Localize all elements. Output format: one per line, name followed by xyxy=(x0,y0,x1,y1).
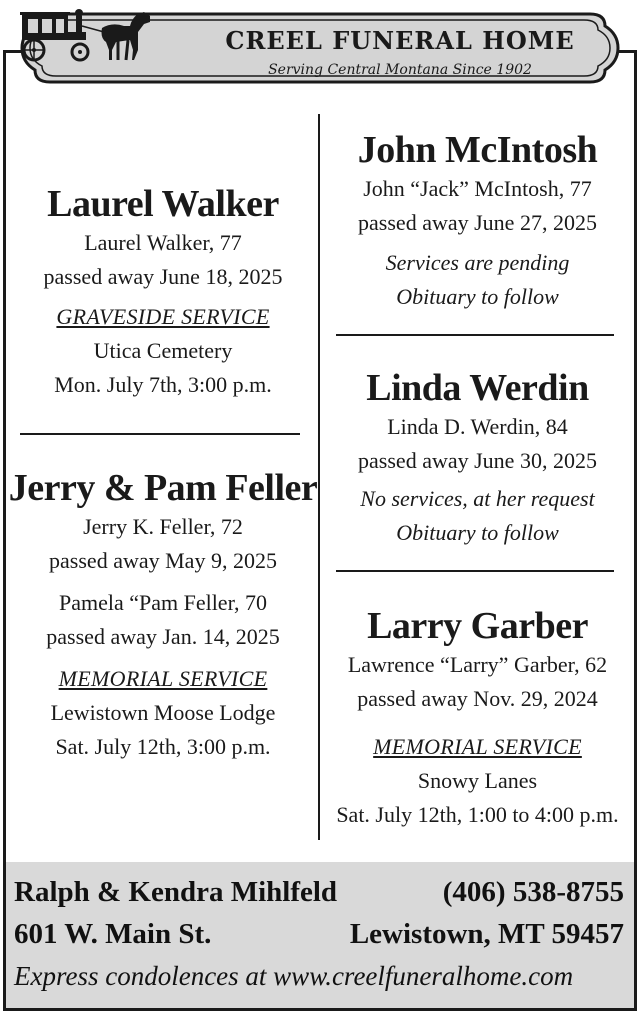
service-detail: Sat. July 12th, 3:00 p.m. xyxy=(55,734,271,759)
obituary-detail: Lawrence “Larry” Garber, 62 xyxy=(347,652,608,677)
obituary-name: Larry Garber xyxy=(367,605,588,647)
service-detail: Lewistown Moose Lodge xyxy=(50,700,276,725)
service-type: GRAVESIDE SERVICE xyxy=(56,304,270,329)
business-tagline: Serving Central Montana Since 1902 xyxy=(268,62,532,78)
obituary-detail: Pamela “Pam Feller, 70 xyxy=(58,590,268,615)
service-type: MEMORIAL SERVICE xyxy=(58,666,268,691)
obituary-detail: John “Jack” McIntosh, 77 xyxy=(363,176,592,201)
section-divider xyxy=(336,570,614,572)
obituary-note: Obituary to follow xyxy=(396,520,559,545)
obituary-note: Services are pending xyxy=(385,250,570,275)
obituary-detail: Linda D. Werdin, 84 xyxy=(387,414,568,439)
obituary-john-mcintosh xyxy=(325,128,630,314)
service-detail: Mon. July 7th, 3:00 p.m. xyxy=(54,372,272,397)
service-type: MEMORIAL SERVICE xyxy=(373,734,582,759)
street-address: 601 W. Main St. xyxy=(14,918,212,950)
obituary-detail: passed away June 27, 2025 xyxy=(358,210,597,235)
obituary-detail: passed away June 18, 2025 xyxy=(43,264,283,289)
footer-contact xyxy=(6,862,634,1008)
obituary-detail: passed away May 9, 2025 xyxy=(49,548,277,573)
section-divider xyxy=(336,334,614,336)
obituary-larry-garber xyxy=(325,604,630,832)
obituary-jerry-pam-feller xyxy=(8,466,318,764)
condolences-link: Express condolences at www.creelfuneralhome.com xyxy=(14,961,574,991)
obituary-detail: passed away Jan. 14, 2025 xyxy=(46,624,280,649)
service-detail: Snowy Lanes xyxy=(417,768,538,793)
obituary-laurel-walker xyxy=(8,182,318,402)
business-name: CREEL FUNERAL HOME xyxy=(225,26,575,55)
service-detail: Utica Cemetery xyxy=(93,338,233,363)
service-detail: Sat. July 12th, 1:00 to 4:00 p.m. xyxy=(336,802,619,827)
horse-drawn-hearse-icon xyxy=(20,6,158,62)
obituary-detail: passed away Nov. 29, 2024 xyxy=(357,686,598,711)
header-banner xyxy=(20,6,620,90)
column-divider xyxy=(318,114,320,840)
obituary-name: Linda Werdin xyxy=(366,367,589,409)
city-state-zip: Lewistown, MT 59457 xyxy=(349,918,624,950)
obituary-detail: passed away June 30, 2025 xyxy=(358,448,597,473)
obituary-name: Jerry & Pam Feller xyxy=(8,467,318,509)
obituary-note: Obituary to follow xyxy=(396,284,559,309)
obituary-detail: Laurel Walker, 77 xyxy=(84,230,242,255)
obituary-name: John McIntosh xyxy=(357,129,598,171)
section-divider xyxy=(20,433,300,435)
obituary-detail: Jerry K. Feller, 72 xyxy=(83,514,243,539)
obituary-linda-werdin xyxy=(325,366,630,550)
obituary-note: No services, at her request xyxy=(360,486,595,511)
obituary-name: Laurel Walker xyxy=(47,183,279,225)
phone-number: (406) 538-8755 xyxy=(442,876,624,908)
owner-names: Ralph & Kendra Mihlfeld xyxy=(14,876,338,908)
